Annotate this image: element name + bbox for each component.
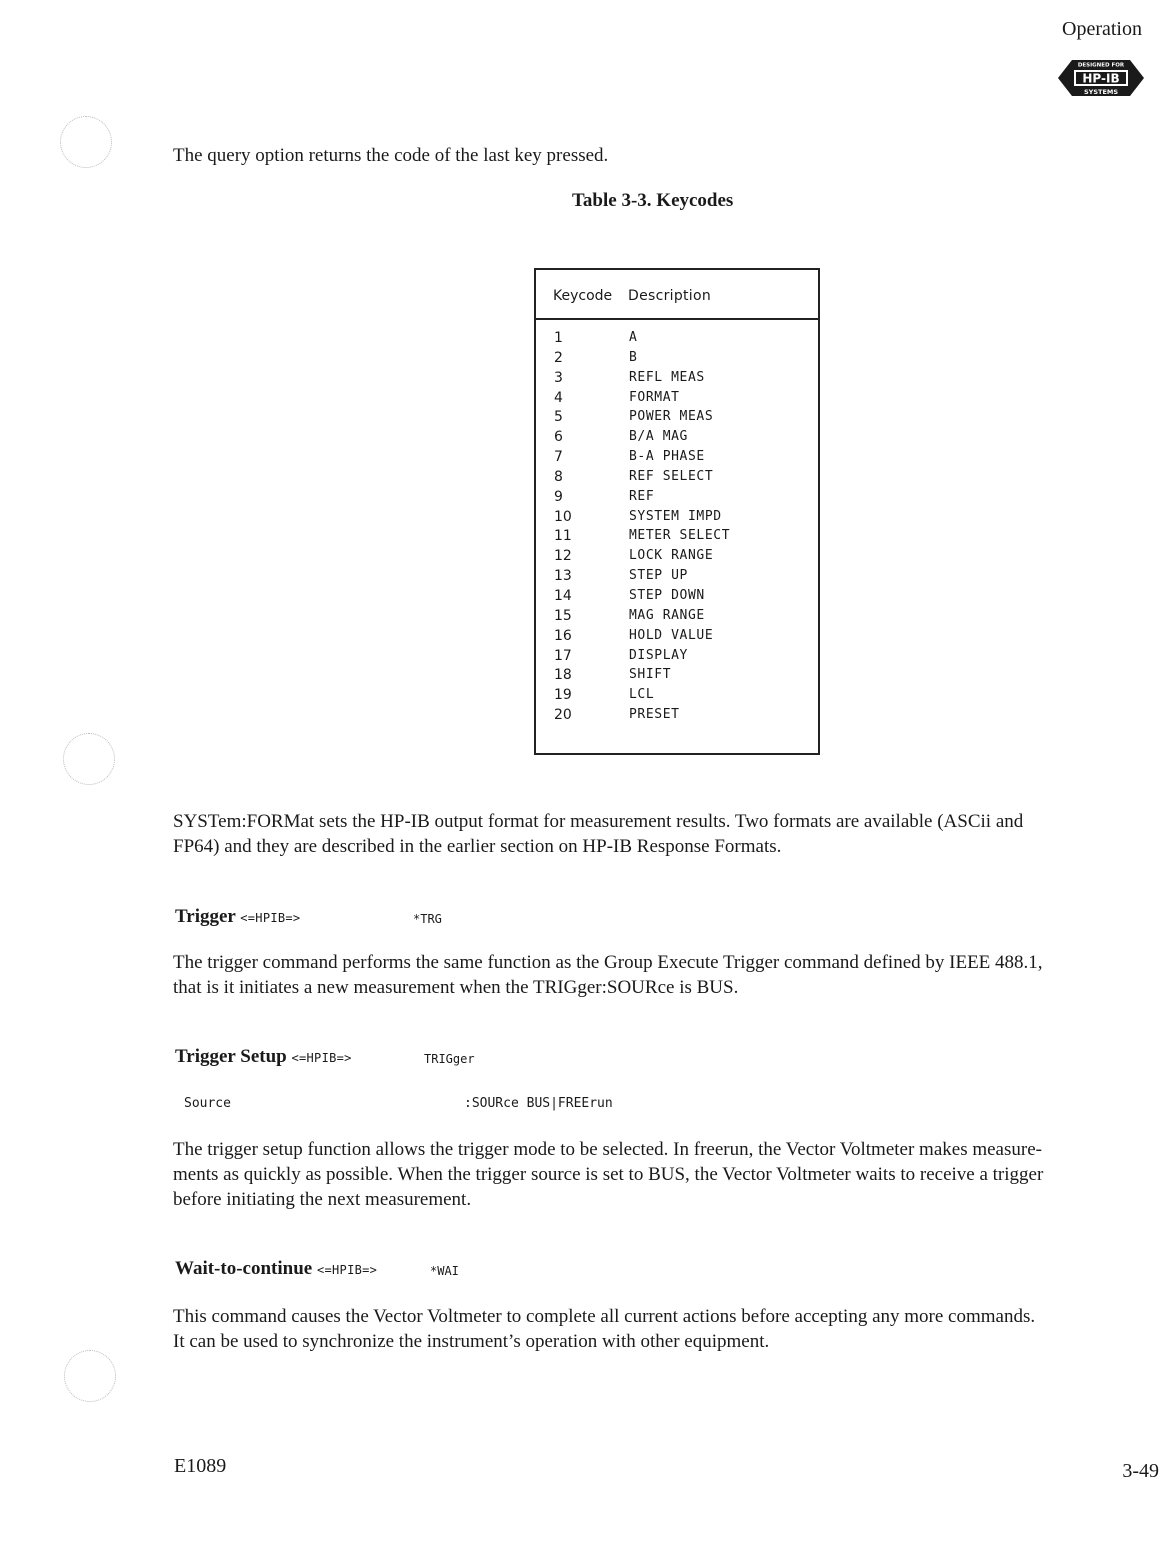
description-cell: REF bbox=[629, 488, 655, 504]
keycode-cell: 9 bbox=[554, 488, 563, 505]
svg-text:SYSTEMS: SYSTEMS bbox=[1083, 88, 1119, 96]
keycode-cell: 3 bbox=[554, 369, 563, 386]
table-row bbox=[536, 447, 818, 467]
description-cell: METER SELECT bbox=[629, 528, 731, 544]
heading-title: Trigger bbox=[175, 906, 236, 927]
description-cell: REF SELECT bbox=[629, 468, 714, 484]
intro-text: The query option returns the code of the last key pressed. bbox=[173, 145, 609, 166]
description-cell: REFL MEAS bbox=[629, 369, 705, 385]
trigger-heading bbox=[175, 906, 300, 928]
description-cell: LCL bbox=[629, 687, 655, 703]
trigger-paragraph bbox=[173, 950, 1148, 1000]
heading-title: Wait-to-continue bbox=[175, 1258, 313, 1279]
hpib-tag: <=HPIB=> bbox=[240, 911, 301, 925]
table-row bbox=[536, 546, 818, 566]
table-row bbox=[536, 606, 818, 626]
page-number: 3-49 bbox=[1122, 1460, 1159, 1482]
description-cell: POWER MEAS bbox=[629, 409, 714, 425]
table-row bbox=[536, 368, 818, 388]
keycode-cell: 4 bbox=[554, 389, 563, 406]
paragraph-line: FP64) and they are described in the earlier section on HP-IB Response Formats. bbox=[173, 836, 782, 857]
keycode-cell: 18 bbox=[554, 667, 572, 684]
table-row bbox=[536, 388, 818, 408]
column-header-keycode: Keycode bbox=[553, 288, 613, 304]
keycode-table bbox=[534, 268, 820, 755]
heading-title: Trigger Setup bbox=[175, 1046, 287, 1067]
keycode-cell: 8 bbox=[554, 468, 563, 485]
footer-doc-id: E1089 bbox=[174, 1455, 227, 1477]
table-body bbox=[536, 328, 818, 725]
table-row bbox=[536, 626, 818, 646]
keycode-cell: 14 bbox=[554, 587, 572, 604]
table-caption: Table 3-3. Keycodes bbox=[572, 190, 734, 211]
table-row bbox=[536, 665, 818, 685]
keycode-cell: 17 bbox=[554, 647, 572, 664]
punch-hole-middle bbox=[63, 733, 115, 785]
table-row bbox=[536, 566, 818, 586]
table-row bbox=[536, 685, 818, 705]
description-cell: A bbox=[629, 330, 638, 345]
table-row bbox=[536, 467, 818, 487]
table-row bbox=[536, 407, 818, 427]
keycode-cell: 12 bbox=[554, 548, 572, 565]
punch-hole-top bbox=[60, 116, 112, 168]
table-header bbox=[536, 270, 818, 320]
section-title: Operation bbox=[1062, 18, 1142, 40]
description-cell: SYSTEM IMPD bbox=[629, 508, 722, 524]
hpib-tag: <=HPIB=> bbox=[316, 1263, 378, 1277]
paragraph-line: This command causes the Vector Voltmeter to complete all current actions before accepting any more commands. bbox=[173, 1306, 1036, 1327]
trigger-setup-heading bbox=[175, 1046, 352, 1068]
hpib-logo bbox=[1058, 58, 1144, 98]
description-cell: SHIFT bbox=[629, 667, 672, 683]
keycode-cell: 11 bbox=[554, 528, 572, 545]
table-row bbox=[536, 526, 818, 546]
svg-text:HP-IB: HP-IB bbox=[1082, 71, 1120, 86]
keycode-cell: 7 bbox=[554, 449, 563, 466]
paragraph-line: that is it initiates a new measurement when the TRIGger:SOURce is BUS. bbox=[173, 977, 739, 998]
keycode-cell: 20 bbox=[554, 707, 572, 724]
keycode-cell: 10 bbox=[554, 508, 572, 525]
source-param-value: :SOURce BUS|FREErun bbox=[464, 1096, 613, 1111]
description-cell: DISPLAY bbox=[629, 647, 688, 663]
column-header-description: Description bbox=[628, 288, 712, 304]
trigger-setup-paragraph bbox=[173, 1137, 1148, 1212]
trigger-setup-command: TRIGger bbox=[424, 1052, 475, 1066]
table-row bbox=[536, 705, 818, 725]
description-cell: PRESET bbox=[629, 707, 680, 723]
hpib-tag: <=HPIB=> bbox=[291, 1051, 352, 1065]
paragraph-line: SYSTem:FORMat sets the HP-IB output format for measurement results. Two formats are available (ASCii and bbox=[173, 811, 1024, 832]
paragraph-line: The trigger setup function allows the trigger mode to be selected. In freerun, the Vector Voltmeter makes measure- bbox=[173, 1139, 1042, 1160]
description-cell: FORMAT bbox=[629, 389, 680, 405]
table-row bbox=[536, 328, 818, 348]
wait-command: *WAI bbox=[430, 1264, 459, 1278]
paragraph-line: It can be used to synchronize the instrument’s operation with other equipment. bbox=[173, 1331, 770, 1352]
keycode-cell: 6 bbox=[554, 429, 563, 446]
table-row bbox=[536, 507, 818, 527]
trigger-command: *TRG bbox=[413, 912, 442, 926]
description-cell: MAG RANGE bbox=[629, 607, 705, 623]
description-cell: B-A PHASE bbox=[629, 449, 705, 465]
keycode-cell: 2 bbox=[554, 349, 563, 366]
table-row bbox=[536, 646, 818, 666]
paragraph-line: The trigger command performs the same function as the Group Execute Trigger command defined by IEEE 488.1, bbox=[173, 952, 1043, 973]
keycode-cell: 15 bbox=[554, 607, 572, 624]
table-row bbox=[536, 487, 818, 507]
keycode-cell: 16 bbox=[554, 627, 572, 644]
paragraph-line: ments as quickly as possible. When the trigger source is set to BUS, the Vector Voltmeter waits to receive a trigger bbox=[173, 1164, 1044, 1185]
format-paragraph bbox=[173, 809, 1148, 859]
description-cell: HOLD VALUE bbox=[629, 627, 714, 643]
description-cell: LOCK RANGE bbox=[629, 548, 714, 564]
description-cell: B/A MAG bbox=[629, 429, 688, 445]
description-cell: STEP UP bbox=[629, 568, 688, 584]
wait-heading bbox=[175, 1258, 377, 1280]
keycode-cell: 19 bbox=[554, 687, 572, 704]
svg-text:DESIGNED FOR: DESIGNED FOR bbox=[1077, 62, 1125, 69]
wait-paragraph bbox=[173, 1304, 1148, 1354]
description-cell: B bbox=[629, 349, 638, 365]
description-cell: STEP DOWN bbox=[629, 587, 705, 603]
keycode-cell: 13 bbox=[554, 568, 572, 585]
keycode-cell: 5 bbox=[554, 409, 563, 426]
table-row bbox=[536, 348, 818, 368]
table-row bbox=[536, 427, 818, 447]
table-row bbox=[536, 586, 818, 606]
source-param-label: Source bbox=[184, 1096, 231, 1111]
punch-hole-bottom bbox=[64, 1350, 116, 1402]
paragraph-line: before initiating the next measurement. bbox=[173, 1189, 472, 1210]
keycode-cell: 1 bbox=[554, 330, 563, 346]
